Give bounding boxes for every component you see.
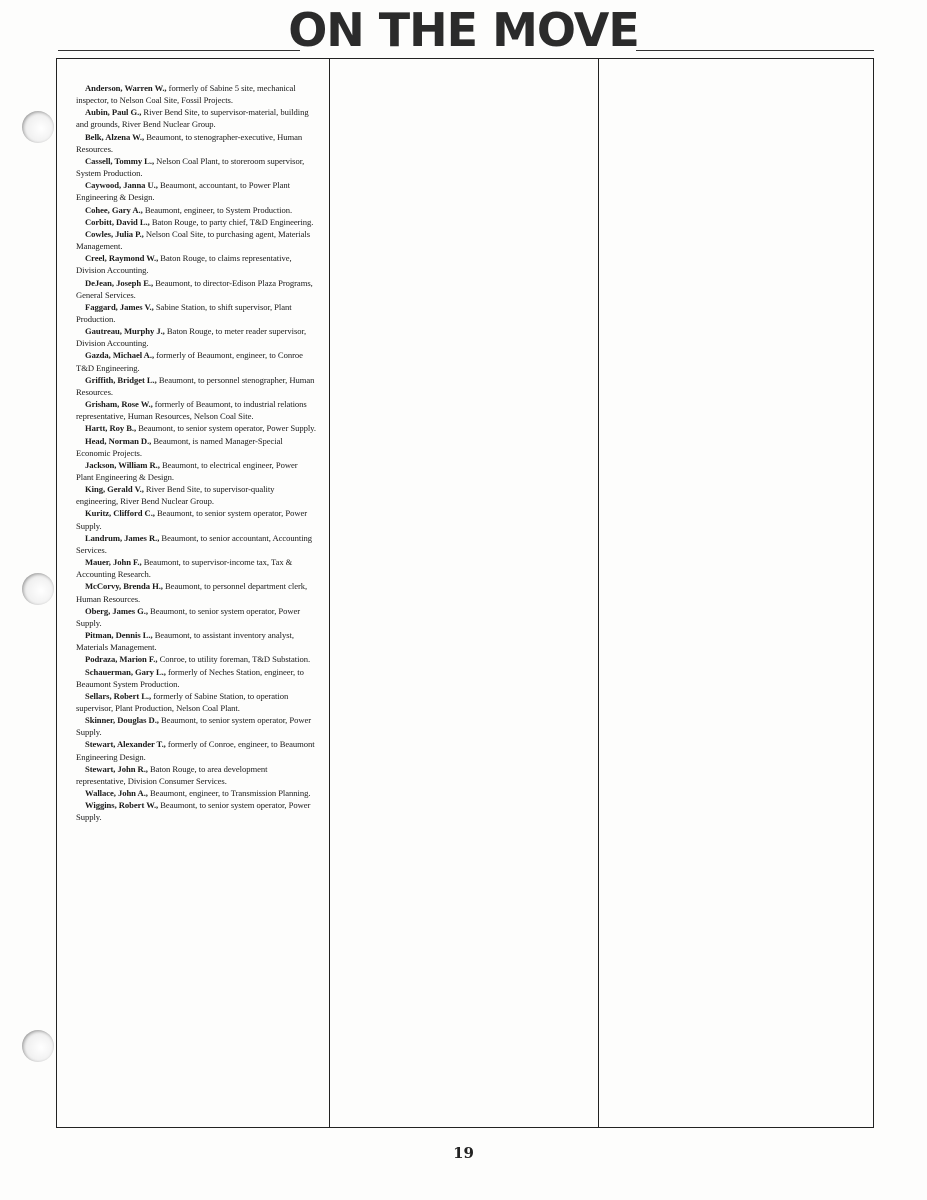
personnel-entry <box>76 714 316 738</box>
personnel-detail: Beaumont, to senior system operator, Power Supply. <box>76 800 311 823</box>
column-divider <box>329 58 330 1128</box>
personnel-detail: Nelson Coal Site, to purchasing agent, Materials Management. <box>76 228 311 252</box>
personnel-name: Skinner, Douglas D., <box>85 715 159 726</box>
personnel-detail: Beaumont, engineer, to System Production. <box>142 204 293 215</box>
personnel-detail: Beaumont, accountant, to Power Plant Engineering & Design. <box>76 180 290 203</box>
personnel-detail: Beaumont, to electrical engineer, Power Plant Engineering & Design. <box>76 459 298 482</box>
personnel-name: Griffith, Bridget L., <box>85 374 157 385</box>
personnel-name: Stewart, John R., <box>85 763 148 774</box>
personnel-entry <box>76 374 316 398</box>
personnel-entry <box>76 653 316 665</box>
personnel-entry <box>76 605 316 629</box>
personnel-entry <box>76 629 316 653</box>
personnel-name: Cassell, Tommy L., <box>85 155 155 166</box>
personnel-entry <box>76 435 316 459</box>
personnel-detail: Beaumont, to supervisor-income tax, Tax & Accounting Research. <box>76 557 293 580</box>
personnel-entry <box>76 459 316 483</box>
personnel-name: Anderson, Warren W., <box>85 83 167 93</box>
personnel-name: Gautreau, Murphy J., <box>85 326 165 337</box>
personnel-entry <box>76 216 316 228</box>
personnel-detail: Baton Rouge, to claims representative, Division Accounting. <box>76 253 292 276</box>
personnel-entry <box>76 738 316 762</box>
page-title: ON THE MOVE <box>288 3 639 57</box>
personnel-name: Mauer, John F., <box>85 557 142 568</box>
personnel-detail: Beaumont, to senior system operator, Power Supply. <box>76 715 312 738</box>
personnel-entry <box>76 82 316 106</box>
personnel-detail: Beaumont, to stenographer-executive, Human Resources. <box>76 131 303 154</box>
personnel-moves-column <box>76 82 316 824</box>
personnel-detail: Beaumont, to director-Edison Plaza Programs, General Services. <box>76 277 313 300</box>
personnel-name: Kuritz, Clifford C., <box>85 508 155 519</box>
personnel-detail: Beaumont, to senior system operator, Power Supply. <box>76 508 308 531</box>
personnel-entry <box>76 532 316 556</box>
personnel-entry <box>76 666 316 690</box>
personnel-name: Sellars, Robert L., <box>85 690 152 701</box>
personnel-name: Podraza, Marion F., <box>85 654 158 665</box>
personnel-entry <box>76 690 316 714</box>
personnel-detail: formerly of Neches Station, engineer, to Beaumont System Production. <box>76 666 304 689</box>
personnel-name: Head, Norman D., <box>85 435 152 446</box>
personnel-detail: Beaumont, to personnel department clerk, Human Resources. <box>76 581 308 604</box>
personnel-detail: Conroe, to utility foreman, T&D Substation. <box>157 654 311 665</box>
personnel-detail: formerly of Beaumont, engineer, to Conroe T&D Engineering. <box>76 350 303 373</box>
personnel-name: Hartt, Roy B., <box>85 423 137 434</box>
personnel-entry <box>76 483 316 507</box>
personnel-detail: formerly of Sabine 5 site, mechanical inspector, to Nelson Coal Site, Fossil Projects. <box>76 83 296 106</box>
personnel-entry <box>76 228 316 252</box>
personnel-detail: Baton Rouge, to area development representative, Division Consumer Services. <box>76 763 268 786</box>
personnel-name: Wiggins, Robert W., <box>85 800 159 811</box>
personnel-entry <box>76 106 316 130</box>
personnel-name: Cowles, Julia P., <box>85 228 144 239</box>
personnel-entry <box>76 507 316 531</box>
personnel-name: Faggard, James V., <box>85 301 154 312</box>
personnel-detail: Beaumont, is named Manager-Special Economic Projects. <box>76 435 283 458</box>
personnel-name: Landrum, James R., <box>85 532 160 543</box>
personnel-entry <box>76 155 316 179</box>
personnel-name: Pitman, Dennis L., <box>85 630 153 641</box>
personnel-detail: River Bend Site, to supervisor-quality engineering, River Bend Nuclear Group. <box>76 484 275 507</box>
personnel-name: Jackson, William R., <box>85 459 160 470</box>
personnel-entry <box>76 131 316 155</box>
personnel-name: Belk, Alzena W., <box>85 131 145 142</box>
personnel-entry <box>76 204 316 216</box>
personnel-name: Corbitt, David L., <box>85 216 150 227</box>
personnel-entry <box>76 398 316 422</box>
personnel-entry <box>76 349 316 373</box>
personnel-entry <box>76 252 316 276</box>
column-divider <box>598 58 599 1128</box>
personnel-detail: Baton Rouge, to meter reader supervisor, Division Accounting. <box>76 326 307 349</box>
personnel-name: Caywood, Janna U., <box>85 180 158 191</box>
personnel-detail: Beaumont, to senior accountant, Accounting Services. <box>76 532 313 555</box>
personnel-name: Oberg, James G., <box>85 605 148 616</box>
personnel-detail: Nelson Coal Plant, to storeroom supervisor, System Production. <box>76 155 305 179</box>
personnel-entry <box>76 787 316 799</box>
personnel-entry <box>76 179 316 203</box>
personnel-detail: Baton Rouge, to party chief, T&D Engineering. <box>149 216 314 227</box>
personnel-detail: formerly of Conroe, engineer, to Beaumont Engineering Design. <box>76 739 315 762</box>
personnel-name: Grisham, Rose W., <box>85 399 153 410</box>
personnel-name: Creel, Raymond W., <box>85 253 159 264</box>
personnel-detail: River Bend Site, to supervisor-material, building and grounds, River Bend Nuclear Group. <box>76 107 309 130</box>
personnel-entry <box>76 580 316 604</box>
personnel-detail: formerly of Sabine Station, to operation supervisor, Plant Production, Nelson Coal Plant. <box>76 690 289 713</box>
personnel-entry <box>76 422 316 434</box>
binder-hole <box>22 1030 54 1062</box>
personnel-entry <box>76 763 316 787</box>
personnel-name: McCorvy, Brenda H., <box>85 581 163 592</box>
personnel-entry <box>76 325 316 349</box>
personnel-name: Schauerman, Gary L., <box>85 666 166 677</box>
personnel-name: Gazda, Michael A., <box>85 350 155 361</box>
personnel-detail: formerly of Beaumont, to industrial relations representative, Human Resources, Nelson Coal Site. <box>76 399 307 422</box>
personnel-detail: Beaumont, to senior system operator, Power Supply. <box>136 423 316 434</box>
personnel-entry <box>76 277 316 301</box>
personnel-name: Aubin, Paul G., <box>85 107 142 118</box>
personnel-entry <box>76 799 316 823</box>
personnel-entry <box>76 301 316 325</box>
personnel-entry <box>76 556 316 580</box>
personnel-name: Wallace, John A., <box>85 788 148 799</box>
personnel-name: Cohee, Gary A., <box>85 204 143 215</box>
personnel-name: King, Gerald V., <box>85 484 144 495</box>
page-number: 19 <box>453 1144 474 1162</box>
personnel-detail: Beaumont, engineer, to Transmission Planning. <box>147 788 311 799</box>
binder-hole <box>22 111 54 143</box>
personnel-detail: Beaumont, to personnel stenographer, Human Resources. <box>76 374 315 397</box>
personnel-name: Stewart, Alexander T., <box>85 739 166 750</box>
personnel-name: DeJean, Joseph E., <box>85 277 154 288</box>
personnel-detail: Beaumont, to senior system operator, Power Supply. <box>76 605 301 628</box>
binder-hole <box>22 573 54 605</box>
personnel-detail: Sabine Station, to shift supervisor, Plant Production. <box>76 301 292 324</box>
personnel-detail: Beaumont, to assistant inventory analyst, Materials Management. <box>76 630 294 653</box>
